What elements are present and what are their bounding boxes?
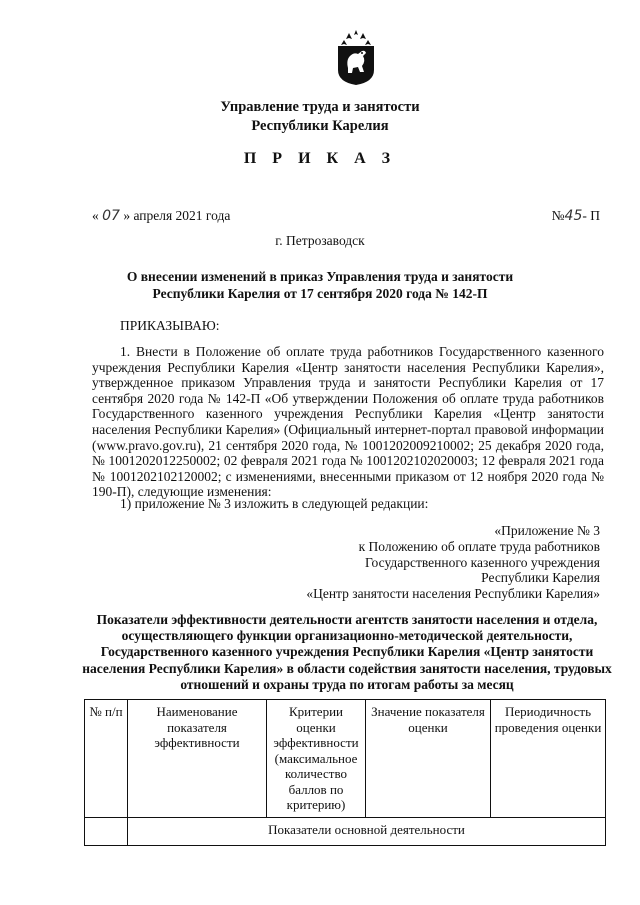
subject-line-2: Республики Карелия от 17 сентября 2020 года № 142-П bbox=[152, 286, 488, 301]
number-prefix: № bbox=[551, 208, 565, 223]
number-suffix: - П bbox=[582, 208, 600, 223]
org-line-2: Республики Карелия bbox=[251, 118, 389, 134]
order-body-paragraph: 1. Внести в Положение об оплате труда работников Государственного казенного учреждения Республики Карелия «Центр занятости населения Республики Карелия», утвержденное приказом Управления труда и занятости Республики Карелия от 17 сентября 2020 года № 142-П «Об утверждении Положения об оплате труда работников Государственного казенного учреждения Республики Карелия «Центр занятости населения Республики Карелия» (Официальный интернет-портал правовой информации (www.pravo.gov.ru), 21 сентября 2020 года, № 1001202009210002; 25 декабря 2020 года, № 1001202012250002; 02 февраля 2021 года № 1001202102020003; 12 февраля 2021 года № 1001202102120002; с изменениями, внесенными приказом от 12 ноября 2020 года № 190-П), следующие изменения: bbox=[92, 344, 604, 500]
header-cell-criteria: Критерии оценки эффективности (максимальное количество баллов по критерию) bbox=[267, 700, 366, 818]
document-number bbox=[552, 208, 600, 224]
header-cell-periodicity: Периодичность проведения оценки bbox=[491, 700, 606, 818]
header-cell-indicator-name: Наименование показателя эффективности bbox=[128, 700, 267, 818]
header-cell-number: № п/п bbox=[85, 700, 128, 818]
table-title-line-3: Государственного казенного учреждения Республики Карелия «Центр занятости bbox=[100, 644, 594, 660]
table-title-line-1: Показатели эффективности деятельности агентств занятости населения и отдела, bbox=[96, 612, 598, 627]
table-title-line-4: населения Республики Карелия» в области содействия занятости населения, трудовых bbox=[82, 660, 612, 676]
table-title-line-5: отношений и охраны труда по итогам работы за месяц bbox=[180, 676, 514, 692]
org-line-1: Управление труда и занятости bbox=[220, 99, 420, 115]
document-type-title: П Р И К А З bbox=[243, 150, 397, 167]
date-month-year: » апреля 2021 года bbox=[123, 208, 231, 223]
table-section-row bbox=[85, 817, 606, 846]
table-header-row bbox=[85, 700, 606, 818]
table-title bbox=[82, 612, 612, 693]
appendix-line-5: «Центр занятости населения Республики Карелия» bbox=[306, 586, 600, 602]
karelia-coat-of-arms-icon bbox=[336, 28, 376, 86]
document-date bbox=[92, 208, 230, 224]
handwritten-day: 07 bbox=[102, 208, 120, 224]
appendix-line-4: Республики Карелия bbox=[481, 570, 600, 586]
order-directive: ПРИКАЗЫВАЮ: bbox=[120, 318, 220, 333]
section-empty-cell bbox=[85, 817, 128, 846]
order-item-1: 1) приложение № 3 изложить в следующей редакции: bbox=[120, 496, 429, 511]
appendix-line-2: к Положению об оплате труда работников bbox=[358, 538, 600, 554]
order-subject bbox=[0, 268, 640, 302]
appendix-header bbox=[306, 523, 600, 602]
table-title-line-2: осуществляющего функции организационно-методической деятельности, bbox=[121, 628, 573, 644]
date-open-quote: « bbox=[92, 208, 99, 223]
city: г. Петрозаводск bbox=[275, 233, 365, 248]
organization-name bbox=[0, 98, 640, 136]
subject-line-1: О внесении изменений в приказ Управления труда и занятости bbox=[126, 269, 514, 284]
indicators-table bbox=[84, 699, 606, 846]
section-title-cell: Показатели основной деятельности bbox=[128, 817, 606, 846]
header-cell-value: Значение показателя оценки bbox=[366, 700, 491, 818]
appendix-line-3: Государственного казенного учреждения bbox=[364, 554, 600, 570]
handwritten-number: 45 bbox=[564, 208, 583, 224]
appendix-line-1: «Приложение № 3 bbox=[494, 523, 600, 538]
